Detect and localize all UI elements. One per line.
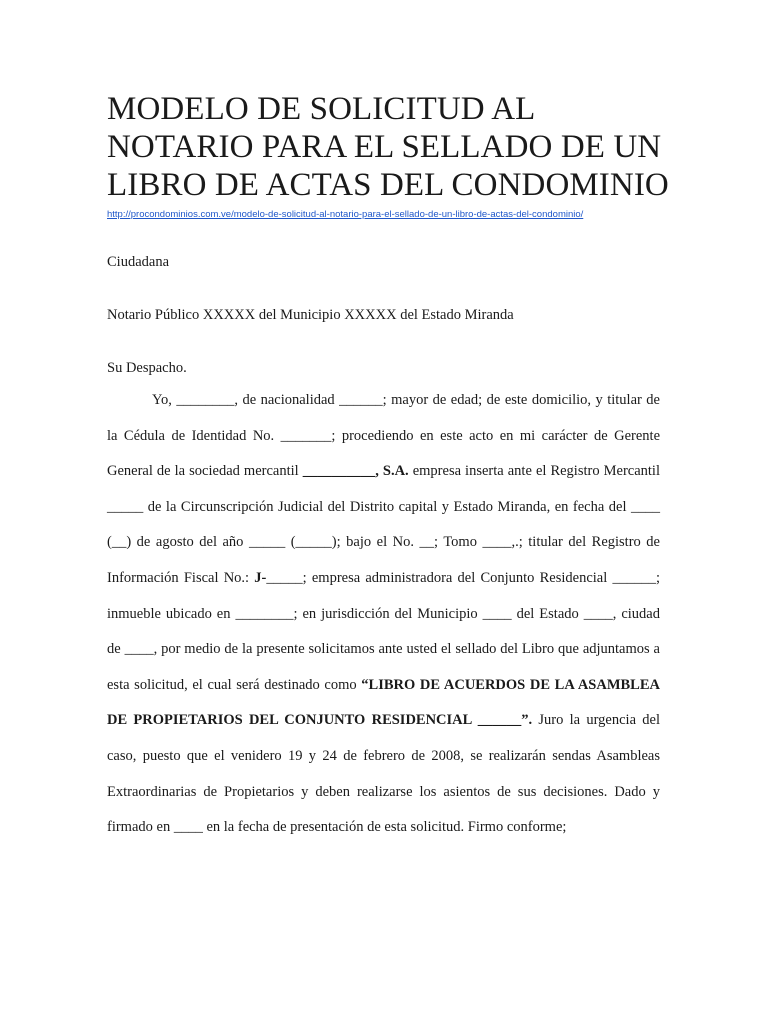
document-title [107, 90, 707, 204]
body-paragraph [107, 383, 660, 846]
company-name-blank: __________, S.A. [302, 463, 409, 480]
title-line-3: LIBRO DE ACTAS DEL CONDOMINIO [107, 167, 669, 203]
addressee: Notario Público XXXXX del Municipio XXXXX del Estado Miranda [107, 307, 514, 323]
body-part-1: Yo, ________, de nacionalidad ______; mayor de edad; de este domicilio, y titular de la Cédula de Identidad No. _______; procediendo en este acto en mi carácter de Gerente General de la sociedad mercantil [107, 392, 660, 480]
body-part-4: Juro la urgencia del caso, puesto que el venidero 19 y 24 de febrero de 2008, se realizarán sendas Asambleas Extraordinarias de Propietarios y deben realizarse los asientos de sus decisiones. Dado y firmado en ____ en la fecha de presentación de esta solicitud. Firmo conforme; [107, 712, 660, 836]
title-line-2: NOTARIO PARA EL SELLADO DE UN [107, 129, 662, 165]
body-part-3: _____; empresa administradora del Conjunto Residencial ______; inmueble ubicado en ________; en jurisdicción del Municipio ____ del Estado ____, ciudad de ____, por medio de la presente solicitamos ante usted el sellado del Libro que adjuntamos a esta solicitud, el cual será destinado como [107, 569, 660, 693]
book-name: “LIBRO DE ACUERDOS DE LA ASAMBLEA DE PROPIETARIOS DEL CONJUNTO RESIDENCIAL ______”. [107, 676, 660, 729]
rif-prefix: J- [254, 569, 267, 586]
body-text [107, 383, 660, 846]
salutation: Ciudadana [107, 254, 170, 270]
body-part-2: empresa inserta ante el Registro Mercantil _____ de la Circunscripción Judicial del Distrito capital y Estado Miranda, en fecha del ____ (__) de agosto del año _____ (_____); bajo el No. __; Tomo ____,.; titular del Registro de Información Fiscal No.: [107, 463, 660, 586]
office-line: Su Despacho. [107, 360, 187, 376]
source-link[interactable]: http://procondominios.com.ve/modelo-de-solicitud-al-notario-para-el-sellado-de-un-libro-de-actas-del-condominio/ [107, 209, 584, 220]
title-line-1: MODELO DE SOLICITUD AL [107, 91, 536, 127]
